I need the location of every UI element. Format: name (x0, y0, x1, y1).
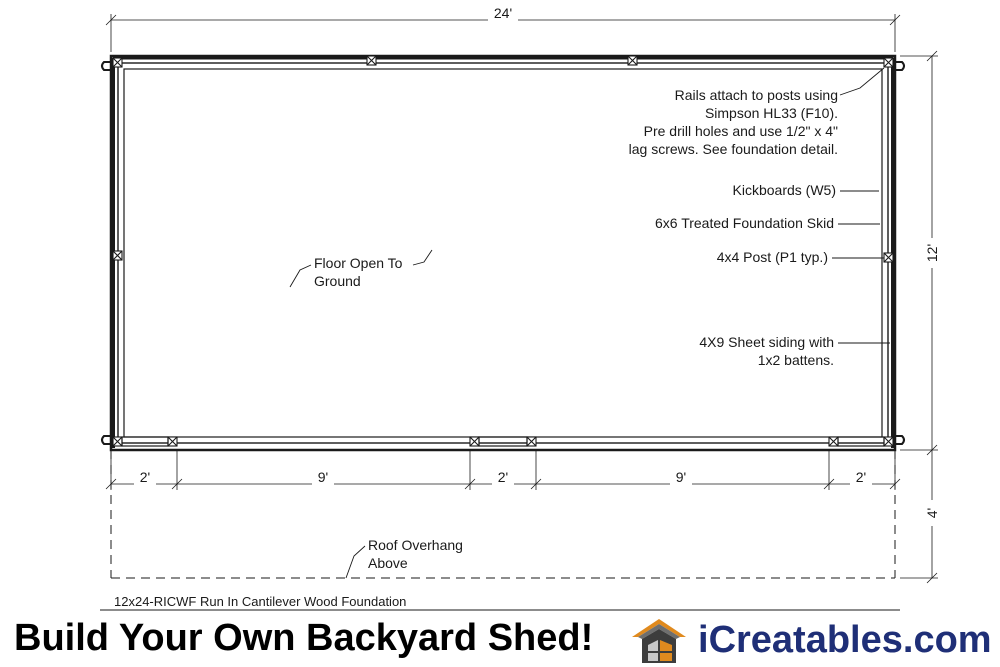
note-rails-line1: Rails attach to posts using (674, 87, 838, 103)
post-mid-1 (470, 437, 479, 446)
dim-bottom-3: 2' (497, 469, 509, 485)
post-br-2 (829, 437, 838, 446)
note-overhang-line2: Above (368, 555, 408, 571)
brand-name-i: i (698, 619, 709, 661)
bottom-wall-segments (122, 437, 884, 446)
dim-bottom-1: 2' (139, 469, 151, 485)
dim-right-depth-label: 12' (924, 243, 940, 263)
post-corner-tr (884, 58, 893, 67)
note-skid: 6x6 Treated Foundation Skid (654, 215, 834, 231)
banner-title: Build Your Own Backyard Shed! (14, 617, 594, 659)
dim-bottom-4: 9' (675, 469, 687, 485)
post-corner-tl (113, 58, 122, 67)
post-top-1 (367, 56, 376, 65)
brand-name (698, 619, 992, 662)
banner (0, 613, 1000, 667)
note-floor-line1: Floor Open To (314, 255, 403, 271)
brand-link[interactable] (628, 615, 998, 665)
note-rails-line2: Simpson HL33 (F10). (704, 105, 838, 121)
note-overhang-line1: Roof Overhang (368, 537, 463, 553)
post-top-2 (628, 56, 637, 65)
post-corner-br (884, 437, 893, 446)
brand-name-rest: Creatables.com (708, 619, 992, 661)
dim-top-label: 24' (493, 5, 513, 21)
shed-logo-icon (628, 615, 690, 667)
note-siding-line1: 4X9 Sheet siding with (699, 334, 834, 350)
note-kickboards: Kickboards (W5) (732, 182, 836, 198)
post-right-mid (884, 253, 893, 262)
dimension-labels (134, 5, 942, 526)
post-mid-2 (527, 437, 536, 446)
post-corner-bl (113, 437, 122, 446)
post-bl-2 (168, 437, 177, 446)
dim-right-overhang-label: 4' (924, 507, 940, 519)
note-rails-line4: lag screws. See foundation detail. (628, 141, 838, 157)
dim-bottom-5: 2' (855, 469, 867, 485)
callouts (290, 68, 890, 578)
note-post: 4x4 Post (P1 typ.) (716, 249, 828, 265)
note-floor-line2: Ground (314, 273, 361, 289)
note-siding-line2: 1x2 battens. (757, 352, 834, 368)
note-rails-line3: Pre drill holes and use 1/2" x 4" (643, 123, 838, 139)
drawing-caption: 12x24-RICWF Run In Cantilever Wood Foundation (114, 594, 407, 609)
post-left-mid (113, 251, 122, 260)
dim-bottom-2: 9' (317, 469, 329, 485)
